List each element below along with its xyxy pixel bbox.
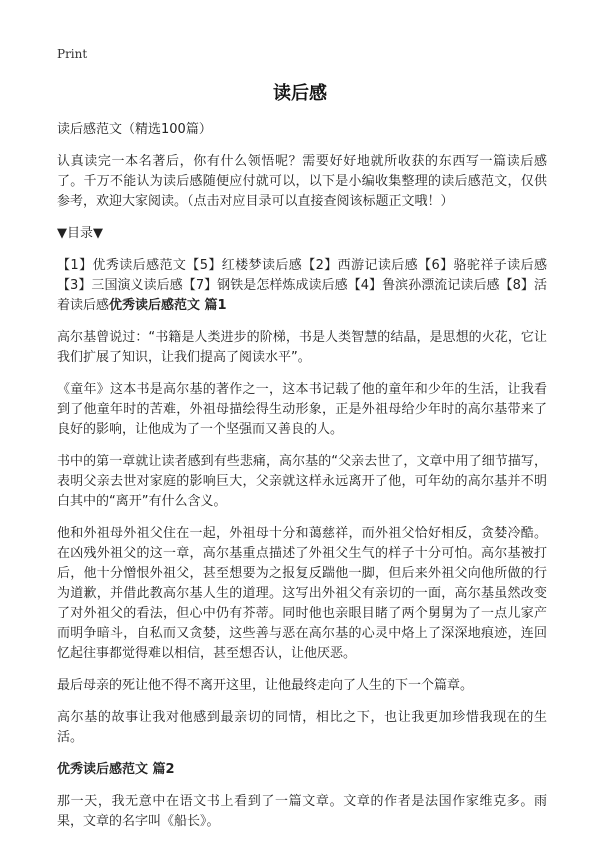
toc-link-7[interactable]: 【7】钢铁是怎样炼成读后感 [182, 278, 348, 293]
toc-link-5[interactable]: 【5】红楼梦读后感 [186, 258, 303, 273]
section-heading-2: 优秀读后感范文 篇2 [57, 762, 175, 777]
document-body [57, 120, 547, 844]
toc-link-8[interactable]: 【8】活着读后感 [57, 278, 547, 313]
page-title: 读后感 [273, 83, 327, 104]
toc-link-4[interactable]: 【4】鲁滨孙漂流记读后感 [347, 278, 500, 293]
paragraph: 书中的第一章就让读者感到有些悲痛，高尔基的“父亲去世了，文章中用了细节描写，表明父亲去世对家庭的影响巨大，父亲就这样永远离开了他，可年幼的高尔基并不明白其中的“离开”有什么含义。 [57, 454, 547, 509]
paragraph: 《童年》这本书是高尔基的著作之一，这本书记载了他的童年和少年的生活，让我看到了他童年时的苦难，外祖母描绘得生动形象，正是外祖母给少年时的高尔基带来了良好的影响，让他成为了一个坚强而又善良的人。 [57, 382, 547, 437]
paragraph: 高尔基的故事让我对他感到最亲切的同情，相比之下，也让我更加珍惜我现在的生活。 [57, 710, 547, 745]
toc-link-2[interactable]: 【2】西游记读后感 [302, 258, 419, 273]
paragraph: 最后母亲的死让他不得不离开这里，让他最终走向了人生的下一个篇章。 [57, 678, 474, 693]
subtitle: 读后感范文（精选100篇） [57, 122, 212, 137]
paragraph: 高尔基曾说过：“书籍是人类进步的阶梯，书是人类智慧的结晶，是思想的火花，它让我们扩展了知识，让我们提高了阅读水平”。 [57, 330, 547, 365]
toc-link-1[interactable]: 【1】优秀读后感范文 [57, 258, 187, 273]
toc-heading: ▼目录▼ [57, 226, 103, 241]
toc-link-6[interactable]: 【6】骆驼祥子读后感 [418, 258, 547, 273]
table-of-contents [57, 256, 547, 316]
paragraph: 那一天，我无意中在语文书上看到了一篇文章。文章的作者是法国作家维克多。雨果，文章的名字叫《船长》。 [57, 794, 547, 829]
toc-link-3[interactable]: 【3】三国演义读后感 [57, 278, 183, 293]
print-label: Print [57, 47, 88, 61]
section-heading-1: 优秀读后感范文 篇1 [109, 298, 227, 313]
paragraph: 他和外祖母外祖父住在一起，外祖母十分和蔼慈祥，而外祖父恰好相反，贪婪冷酷。在凶残外祖父的这一章，高尔基重点描述了外祖父生气的样子十分可怕。高尔基被打后，他十分憎恨外祖父，甚至想要为之报复反踹他一脚，但后来外祖父向他所做的行为道歉，并借此教高尔基人生的道理。这写出外祖父有亲切的一面，高尔基虽然改变了对外祖父的看法，但心中仍有芥蒂。同时他也亲眼目睹了两个舅舅为了一点儿家产而明争暗斗，自私而又贪婪，这些善与恶在高尔基的心灵中烙上了深深地痕迹，连回忆起往事都觉得难以相信，甚至想否认，让他厌恶。 [57, 526, 547, 661]
intro-paragraph: 认真读完一本名著后，你有什么领悟呢？需要好好地就所收获的东西写一篇读后感了。千万不能认为读后感随便应付就可以，以下是小编收集整理的读后感范文，仅供参考，欢迎大家阅读。（点击对应目录可以直接查阅该标题正文哦！） [57, 154, 547, 209]
